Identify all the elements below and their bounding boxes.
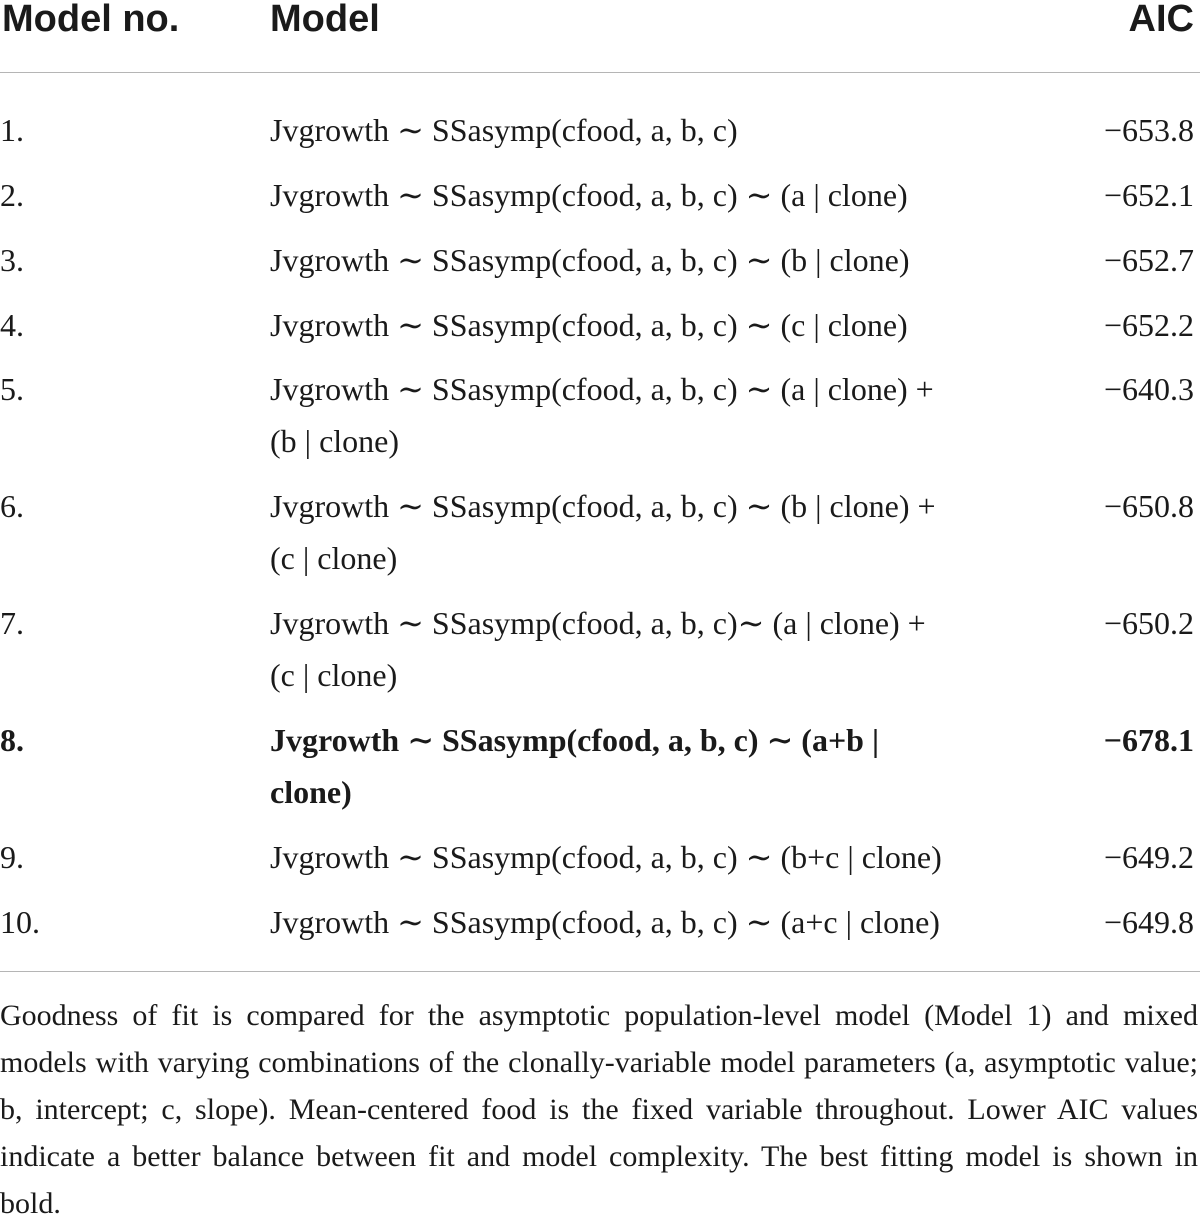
row-model [270,299,1030,351]
row-number: 1. [0,112,24,148]
row-model [270,896,1030,948]
row-aic: −649.2 [1103,839,1194,875]
table-header [0,0,1200,72]
row-model-line: Jvgrowth ∼ SSasymp(cfood, a, b, c) ∼ (b | clone) + [270,488,936,524]
row-number: 4. [0,307,24,343]
row-model-line: Jvgrowth ∼ SSasymp(cfood, a, b, c) [270,112,738,148]
row-model-line-continued: (c | clone) [270,540,398,576]
row-number: 2. [0,177,24,213]
row-model-line-continued: clone) [270,774,352,810]
table-footnote: Goodness of fit is compared for the asymptotic population-level model (Model 1) and mixed models with varying combinations of the clonally-variable model parameters (a, asymptotic value; b, intercept; c, slope). Mean-centered food is the fixed variable throughout. Lower AIC values indicate a better balance between fit and model complexity. The best fitting model is shown in bold. [0,999,1198,1220]
column-header-model-no: Model no. [2,0,180,40]
row-model-line: Jvgrowth ∼ SSasymp(cfood, a, b, c) ∼ (a | clone) [270,177,908,213]
row-number: 5. [0,371,24,407]
row-model [270,714,1030,818]
row-aic: −649.8 [1103,904,1194,940]
row-number: 6. [0,488,24,524]
header-divider [0,72,1200,73]
row-model-line: Jvgrowth ∼ SSasymp(cfood, a, b, c) ∼ (b+c | clone) [270,839,942,875]
row-number: 3. [0,242,24,278]
row-model-line: Jvgrowth ∼ SSasymp(cfood, a, b, c) ∼ (c | clone) [270,307,908,343]
row-model [270,169,1030,221]
row-aic: −653.8 [1103,112,1194,148]
row-aic: −652.1 [1103,177,1194,213]
row-model-line: Jvgrowth ∼ SSasymp(cfood, a, b, c) ∼ (a | clone) + [270,371,934,407]
footer-divider [0,971,1200,972]
row-aic: −650.8 [1103,488,1194,524]
row-model-line: Jvgrowth ∼ SSasymp(cfood, a, b, c) ∼ (a+b | [270,722,880,758]
row-model-line: Jvgrowth ∼ SSasymp(cfood, a, b, c)∼ (a | clone) + [270,605,926,641]
row-aic: −650.2 [1103,605,1194,641]
row-model-line: Jvgrowth ∼ SSasymp(cfood, a, b, c) ∼ (b | clone) [270,242,910,278]
row-model [270,363,1030,467]
row-aic: −678.1 [1103,722,1194,758]
row-model-line-continued: (c | clone) [270,657,398,693]
row-aic: −652.7 [1103,242,1194,278]
row-number: 7. [0,605,24,641]
row-aic: −652.2 [1103,307,1194,343]
row-model-line: Jvgrowth ∼ SSasymp(cfood, a, b, c) ∼ (a+c | clone) [270,904,940,940]
row-model [270,831,1030,883]
row-model-line-continued: (b | clone) [270,423,400,459]
row-number: 10. [0,904,40,940]
column-header-model: Model [270,0,380,40]
row-model [270,234,1030,286]
row-model [270,480,1030,584]
row-number: 8. [0,722,24,758]
row-model [270,104,1030,156]
row-model [270,597,1030,701]
column-header-aic: AIC [1128,0,1194,40]
row-aic: −640.3 [1103,371,1194,407]
row-number: 9. [0,839,24,875]
